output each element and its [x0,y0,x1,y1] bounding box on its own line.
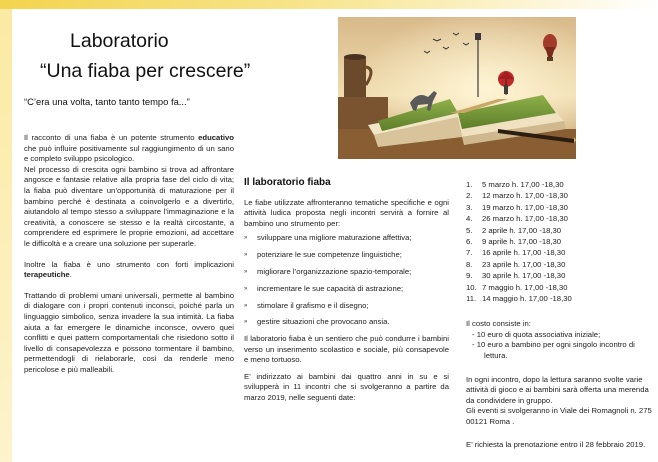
date-item [466,191,652,202]
text: . [69,270,72,280]
cost-item-continued: lettura. [484,351,508,361]
date-item [466,294,652,305]
cost-item: - 10 euro a bambino per ogni singolo incontro di [472,340,635,350]
date-number: 2. [466,191,473,201]
list-item-text: sviluppare una migliore maturazione affettiva; [257,233,412,243]
bullet-marker: » [244,268,248,275]
list-item-text: stimolare il grafismo e il disegno; [257,300,369,310]
lab-heading: Il laboratorio fiaba [244,177,331,188]
goals-list [244,233,449,328]
date-text: 9 aprile h. 17,00 -18,30 [482,236,562,246]
lab-intro: Le fiabe utilizzate affronteranno tematiche specifiche e ogni attività ludica proposta negli incontri servirà a fornire al bambino uno strumento per: [244,197,449,228]
bullet-marker: » [244,319,248,326]
date-number: 5. [466,225,473,235]
date-text: 30 aprile h. 17,00 -18,30 [482,271,566,281]
title-line-2: “Una fiaba per crescere” [40,60,251,82]
list-item-text: potenziare le sue competenze linguistiche; [257,250,402,260]
date-item [466,260,652,271]
booking-paragraph: E’ richiesta la prenotazione entro il 28 febbraio 2019. [466,439,646,449]
date-item [466,214,652,225]
date-number: 6. [466,236,473,246]
growth-paragraph: Nel processo di crescita ogni bambino si trova ad affrontare angosce e fantasie relative alla propria fase del ciclo di vita; la fiaba può diventare un’opportunità di maturazione per il bambino perché è destinata a coinvolgerlo e a divertirlo, aiutandolo al tempo stesso a sviluppare l’immaginazione e la creatività, a conoscere se stesso e la realtà circostante, a comprendere ed esprimere le proprie emozioni, ad accettare le difficoltà e a creare una soluzione per superarle. [24,164,234,248]
date-item [466,237,652,248]
cost-item: - 10 euro di quota associativa iniziale; [472,329,601,339]
date-number: 4. [466,214,473,224]
date-number: 1. [466,180,473,189]
location-paragraph: Gli eventi si svolgeranno in Viale dei Romagnoli n. 275 00121 Roma . [466,406,652,427]
snack-paragraph: In ogni incontro, dopo la lettura saranno svolte varie attività di gioco e ai bambini sarà offerta una merenda da condividere in gruppo. [466,374,649,405]
middle-column [244,178,449,404]
date-text: 23 aprile h. 17,00 -18,30 [482,259,566,269]
date-item [466,180,652,191]
date-number: 7. [466,248,473,258]
cost-title: Il costo consiste in: [466,319,531,329]
date-text: 12 marzo h. 17,00 -18,30 [482,191,568,201]
date-text: 19 marzo h. 17,00 -18,30 [482,202,568,212]
date-item [466,203,652,214]
date-text: 5 marzo h. 17,00 -18,30 [482,180,564,189]
date-text: 14 maggio h. 17,00 -18,30 [482,293,572,303]
top-decor-bar [0,0,658,9]
path-paragraph: Il laboratorio fiaba è un sentiero che può condurre i bambini verso un inserimento scolastico e sociale, più consapevole e meno tortuoso. [244,334,449,365]
date-text: 26 marzo h. 17,00 -18,30 [482,214,568,224]
open-book-illustration [338,17,576,159]
list-item [244,301,449,312]
list-item-text: incrementare le sue capacità di astrazione; [257,283,404,293]
right-column [466,180,652,450]
schedule-paragraph: E’ indirizzato ai bambini dai quattro anni in su e si svilupperà in 11 incontri che si svolgeranno a partire da marzo 2019, nelle seguenti date: [244,371,449,403]
left-decor-bar [0,9,12,462]
bold-text: terapeutiche [24,270,70,280]
text: che può influire positivamente sul raggiungimento di un sano e completo sviluppo psicologico. [24,143,234,164]
date-number: 3. [466,202,473,212]
date-number: 9. [466,271,473,281]
text: Il racconto di una fiaba è un potente strumento [24,133,199,142]
page-title [40,26,300,86]
date-number: 10. [466,282,477,292]
list-item-text: migliorare l’organizzazione spazio-temporale; [257,266,412,276]
list-item [244,250,449,261]
intro-paragraph [24,133,234,165]
list-item [244,267,449,278]
date-number: 11. [466,293,477,303]
date-item [466,271,652,282]
left-column [24,133,234,375]
date-text: 16 aprile h. 17,00 -18,30 [482,248,566,258]
bullet-marker: » [244,285,248,292]
dates-list [466,180,652,305]
list-item [244,233,449,244]
date-item [466,283,652,294]
list-item [244,284,449,295]
text: Inoltre la fiaba è uno strumento con forti implicazioni [24,259,234,269]
date-number: 8. [466,259,473,269]
title-line-1: Laboratorio [70,30,169,52]
therapeutic-paragraph [24,260,234,281]
bold-text: educativo [198,133,234,142]
bullet-marker: » [244,302,248,309]
opening-quote: “C’era una volta, tanto tanto tempo fa...” [24,96,190,107]
problems-paragraph: Trattando di problemi umani universali, permette al bambino di dialogare con i propri contenuti inconsci, poiché parla un linguaggio simbolico, senza invadere la sua intimità. La fiaba aiuta a far emergere le dinamiche inconsce, ovvero quei conflitti e quei pattern comportamentali che risiedono sotto il livello di consapevolezza e possono tormentare il bambino, permettendogli di rielaborarle, così da renderle meno pericolose e più malleabili. [24,290,234,374]
date-text: 7 maggio h. 17,00 -18,30 [482,282,568,292]
bullet-marker: » [244,252,248,259]
list-item-text: gestire situazioni che provocano ansia. [257,317,390,327]
date-item [466,226,652,237]
bullet-marker: » [244,235,248,242]
date-item [466,248,652,259]
list-item [244,317,449,328]
date-text: 2 aprile h. 17,00 -18,30 [482,225,562,235]
